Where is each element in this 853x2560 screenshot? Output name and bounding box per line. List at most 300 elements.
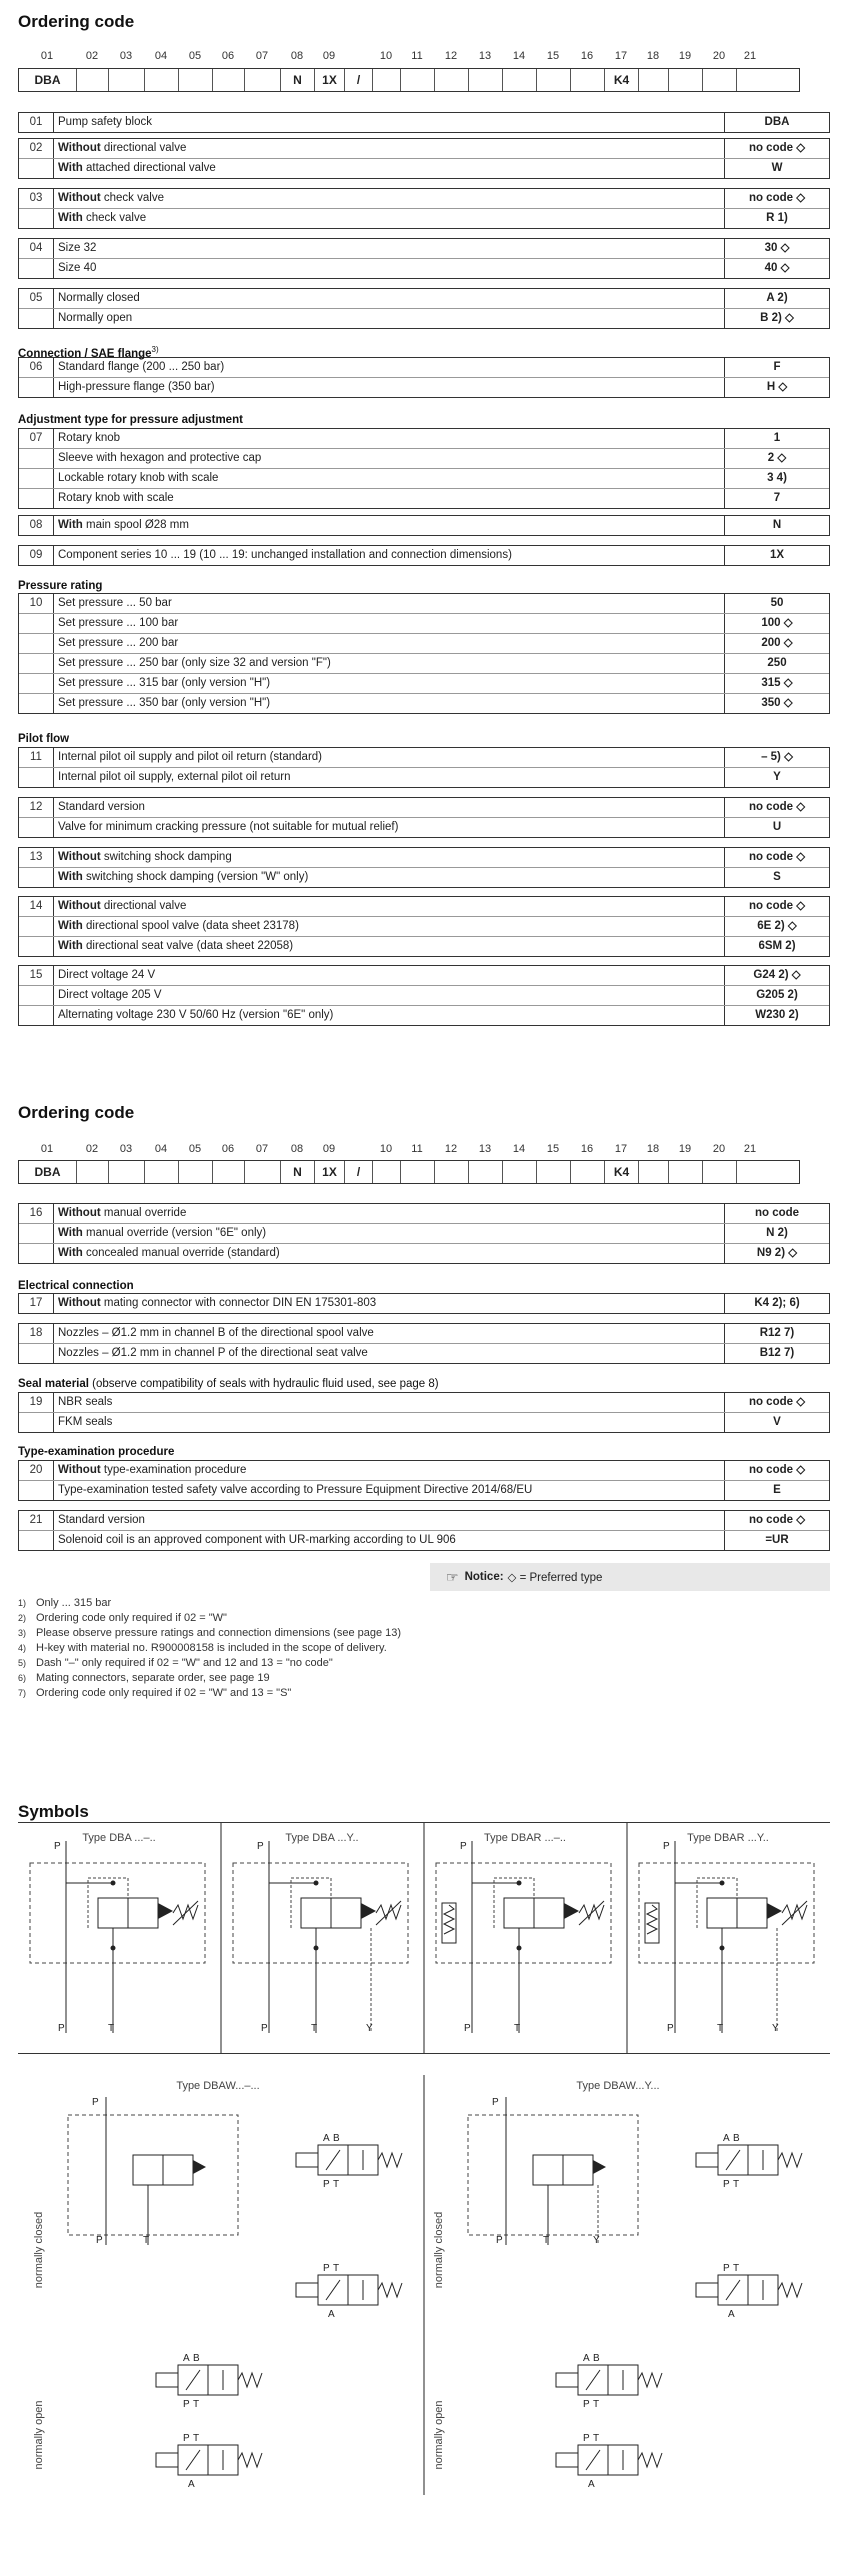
footnote-text: Ordering code only required if 02 = "W" bbox=[36, 1612, 227, 1624]
row-description bbox=[54, 937, 725, 956]
code-cell: / bbox=[345, 69, 373, 91]
position-number: 15 bbox=[546, 50, 560, 62]
position-number: 11 bbox=[411, 1143, 423, 1155]
solenoid-icon bbox=[696, 2153, 718, 2167]
row-emphasis: Without bbox=[58, 851, 101, 863]
solenoid-icon bbox=[296, 2153, 318, 2167]
row-description bbox=[54, 798, 725, 817]
option-row bbox=[19, 748, 829, 767]
option-row bbox=[19, 239, 829, 258]
row-description bbox=[54, 358, 725, 377]
row-code: V bbox=[773, 1416, 781, 1428]
position-number: 09 bbox=[322, 50, 336, 62]
port-label: B bbox=[333, 2133, 340, 2144]
code-cell bbox=[469, 1161, 503, 1183]
position-numbers bbox=[18, 50, 836, 64]
footnote-text: Ordering code only required if 02 = "W" and 13 = "S" bbox=[36, 1687, 292, 1699]
row-description bbox=[54, 469, 725, 488]
subheading-pilot bbox=[18, 733, 69, 745]
hydraulic-symbols-top bbox=[18, 1823, 830, 2053]
row-text: Solenoid coil is an approved component with UR-marking according to UL 906 bbox=[58, 1534, 456, 1546]
code-cell bbox=[469, 69, 503, 91]
row-code: W bbox=[771, 162, 783, 174]
row-number: 09 bbox=[19, 546, 54, 565]
option-row bbox=[19, 1511, 829, 1530]
option-row bbox=[19, 1480, 829, 1500]
port-label: A bbox=[723, 2133, 730, 2144]
spring-icon bbox=[238, 2453, 262, 2467]
row-number bbox=[19, 1006, 54, 1025]
option-row bbox=[19, 1412, 829, 1432]
row-description bbox=[54, 429, 725, 448]
row-number bbox=[19, 768, 54, 787]
row-number: 08 bbox=[19, 516, 54, 535]
symbol-line bbox=[586, 2450, 600, 2470]
position-number: 12 bbox=[444, 50, 458, 62]
position-number: 05 bbox=[188, 50, 202, 62]
symbol-frame bbox=[233, 1863, 408, 1963]
row-description bbox=[54, 986, 725, 1005]
option-row bbox=[19, 1005, 829, 1025]
option-row bbox=[19, 358, 829, 377]
footnote bbox=[18, 1641, 418, 1656]
code-cell: N bbox=[281, 1161, 315, 1183]
spring-icon bbox=[444, 1905, 454, 1934]
row-code: no code ◇ bbox=[748, 900, 806, 912]
option-row bbox=[19, 916, 829, 936]
symbol-line bbox=[186, 2370, 200, 2390]
option-row bbox=[19, 258, 829, 278]
footnote-key: 5) bbox=[18, 1658, 27, 1668]
option-group-g7 bbox=[18, 428, 830, 509]
code-cell bbox=[401, 1161, 435, 1183]
option-row bbox=[19, 1223, 829, 1243]
row-text: Standard version bbox=[58, 801, 145, 813]
row-text: Pump safety block bbox=[58, 116, 152, 128]
symbol-frame bbox=[639, 1863, 814, 1963]
row-text: High-pressure flange (350 bar) bbox=[58, 381, 215, 393]
footnote-key: 6) bbox=[18, 1673, 27, 1683]
footnote-text: Dash "–" only required if 02 = "W" and 12 and 13 = "no code" bbox=[36, 1657, 333, 1669]
symbol-caption-3: Type DBAR ...–.. bbox=[484, 1832, 566, 1844]
arrow-icon bbox=[361, 1903, 376, 1919]
position-number: 13 bbox=[478, 1143, 492, 1155]
row-number: 07 bbox=[19, 429, 54, 448]
row-code: U bbox=[772, 821, 782, 833]
port-label: P bbox=[667, 2023, 674, 2034]
footnote-key: 1) bbox=[18, 1598, 27, 1608]
position-number: 03 bbox=[119, 1143, 133, 1155]
port-label: T bbox=[733, 2179, 740, 2190]
spring-icon bbox=[238, 2373, 262, 2387]
row-emphasis: Without bbox=[58, 900, 101, 912]
row-number bbox=[19, 917, 54, 936]
position-number: 01 bbox=[40, 50, 54, 62]
code-cell: DBA bbox=[19, 1161, 77, 1183]
code-cell bbox=[245, 1161, 281, 1183]
footnote-key: 3) bbox=[18, 1628, 27, 1638]
notice-box bbox=[430, 1563, 830, 1591]
row-code: 350 ◇ bbox=[761, 697, 793, 709]
option-row bbox=[19, 1343, 829, 1363]
row-text: Direct voltage 24 V bbox=[58, 969, 156, 981]
symbol-frame bbox=[436, 1863, 611, 1963]
footnote-text: Only ... 315 bar bbox=[36, 1597, 112, 1609]
row-description bbox=[54, 489, 725, 508]
row-code: 2 ◇ bbox=[767, 452, 787, 464]
code-cell bbox=[503, 69, 537, 91]
row-description bbox=[54, 1204, 725, 1223]
position-number: 02 bbox=[85, 1143, 99, 1155]
option-group-h18 bbox=[18, 1323, 830, 1364]
code-cell bbox=[669, 69, 703, 91]
row-text: Set pressure ... 200 bar bbox=[58, 637, 179, 649]
row-code: W230 2) bbox=[755, 1009, 799, 1021]
row-code: F bbox=[773, 361, 781, 373]
row-code: no code bbox=[754, 1207, 800, 1219]
row-text: Valve for minimum cracking pressure (not suitable for mutual relief) bbox=[58, 821, 399, 833]
option-row bbox=[19, 1294, 829, 1313]
port-label: T bbox=[193, 2399, 200, 2410]
port-label: P bbox=[183, 2399, 190, 2410]
row-text: Standard version bbox=[58, 1514, 145, 1526]
spring-icon bbox=[638, 2453, 662, 2467]
port-label: B bbox=[193, 2353, 200, 2364]
row-description bbox=[54, 259, 725, 278]
row-description bbox=[54, 818, 725, 837]
row-description bbox=[54, 966, 725, 985]
row-emphasis: Without bbox=[58, 142, 101, 154]
option-row bbox=[19, 289, 829, 308]
port-label: A bbox=[328, 2309, 335, 2320]
symbol-caption-2: Type DBA ...Y.. bbox=[285, 1832, 359, 1844]
subheading-connection bbox=[18, 345, 159, 360]
row-text: Normally closed bbox=[58, 292, 140, 304]
position-number: 15 bbox=[546, 1143, 560, 1155]
row-description bbox=[54, 239, 725, 258]
symbol-line bbox=[579, 1901, 604, 1925]
footnote-key: 4) bbox=[18, 1643, 27, 1653]
port-label: P bbox=[54, 1841, 61, 1852]
row-description bbox=[54, 546, 725, 565]
subheading-pressure bbox=[18, 580, 102, 592]
option-row bbox=[19, 985, 829, 1005]
footnotes bbox=[18, 1596, 418, 1701]
option-group-g9 bbox=[18, 545, 830, 566]
hydraulic-symbols-bottom bbox=[18, 2075, 830, 2515]
row-description bbox=[54, 1511, 725, 1530]
row-description bbox=[54, 309, 725, 328]
row-description bbox=[54, 917, 725, 936]
position-number: 19 bbox=[678, 1143, 692, 1155]
symbol-line bbox=[173, 1901, 198, 1925]
row-number: 15 bbox=[19, 966, 54, 985]
row-text: manual override (version "6E" only) bbox=[82, 1227, 267, 1239]
code-cell: K4 bbox=[605, 1161, 639, 1183]
position-number: 14 bbox=[512, 1143, 526, 1155]
spring-icon bbox=[579, 1905, 604, 1919]
arrow-icon bbox=[193, 2160, 206, 2174]
code-cell bbox=[503, 1161, 537, 1183]
position-number: 10 bbox=[379, 50, 393, 62]
arrow-icon bbox=[593, 2160, 606, 2174]
port-label: A bbox=[188, 2479, 195, 2490]
symbol-line bbox=[326, 2280, 340, 2300]
footnote bbox=[18, 1626, 418, 1641]
hand-icon: ☞ bbox=[446, 1568, 459, 1585]
port-label: T bbox=[333, 2179, 340, 2190]
arrow-icon bbox=[158, 1903, 173, 1919]
port-label: T bbox=[733, 2263, 740, 2274]
row-number: 06 bbox=[19, 358, 54, 377]
row-number: 12 bbox=[19, 798, 54, 817]
row-number bbox=[19, 986, 54, 1005]
row-number bbox=[19, 674, 54, 693]
row-description bbox=[54, 748, 725, 767]
port-label: T bbox=[108, 2023, 115, 2034]
position-number: 14 bbox=[512, 50, 526, 62]
symbol-line bbox=[726, 2280, 740, 2300]
position-number: 13 bbox=[478, 50, 492, 62]
option-row bbox=[19, 1393, 829, 1412]
row-text: manual override bbox=[100, 1207, 187, 1219]
port-label: T bbox=[193, 2433, 200, 2444]
code-cell bbox=[703, 69, 737, 91]
port-label: P bbox=[183, 2433, 190, 2444]
row-number bbox=[19, 1344, 54, 1363]
row-code: no code ◇ bbox=[748, 1514, 806, 1526]
subheading-text: Pilot flow bbox=[18, 733, 70, 745]
row-emphasis: With bbox=[58, 212, 83, 224]
code-cell bbox=[703, 1161, 737, 1183]
row-description bbox=[54, 897, 725, 916]
footnote bbox=[18, 1686, 418, 1701]
row-text: Set pressure ... 100 bar bbox=[58, 617, 179, 629]
option-row bbox=[19, 488, 829, 508]
option-group-g15 bbox=[18, 965, 830, 1026]
position-number: 02 bbox=[85, 50, 99, 62]
row-text: directional spool valve (data sheet 23178) bbox=[82, 920, 299, 932]
row-number bbox=[19, 378, 54, 397]
port-label: P bbox=[58, 2023, 65, 2034]
position-number: 18 bbox=[646, 1143, 660, 1155]
row-number bbox=[19, 654, 54, 673]
symbols-bottom-panel bbox=[18, 2075, 830, 2515]
symbol-line bbox=[186, 2450, 200, 2470]
row-description bbox=[54, 1393, 725, 1412]
option-group-g5 bbox=[18, 288, 830, 329]
row-text: Type-examination tested safety valve according to Pressure Equipment Directive 2014/68/EU bbox=[58, 1484, 533, 1496]
option-group-g10 bbox=[18, 593, 830, 714]
row-number: 20 bbox=[19, 1461, 54, 1480]
symbol-frame bbox=[30, 1863, 205, 1963]
row-description bbox=[54, 868, 725, 887]
option-group-g6 bbox=[18, 357, 830, 398]
row-number bbox=[19, 868, 54, 887]
row-text: mating connector with connector DIN EN 175301-803 bbox=[100, 1297, 377, 1309]
port-label: T bbox=[143, 2235, 150, 2246]
label-normally-open-1: normally open bbox=[33, 2400, 45, 2470]
port-label: P bbox=[261, 2023, 268, 2034]
code-cell bbox=[213, 69, 245, 91]
row-description bbox=[54, 1413, 725, 1432]
solenoid-icon bbox=[696, 2283, 718, 2297]
code-cell bbox=[401, 69, 435, 91]
pilot-line bbox=[291, 1878, 331, 1928]
row-description bbox=[54, 139, 725, 158]
row-code: =UR bbox=[765, 1534, 789, 1546]
row-description bbox=[54, 634, 725, 653]
port-label: T bbox=[593, 2399, 600, 2410]
port-label: P bbox=[663, 1841, 670, 1852]
port-label: B bbox=[733, 2133, 740, 2144]
position-number: 16 bbox=[580, 50, 594, 62]
row-text: Standard flange (200 ... 250 bar) bbox=[58, 361, 225, 373]
spring-icon bbox=[778, 2283, 802, 2297]
option-row bbox=[19, 817, 829, 837]
row-description bbox=[54, 378, 725, 397]
option-row bbox=[19, 158, 829, 178]
arrow-icon bbox=[564, 1903, 579, 1919]
port-label: B bbox=[593, 2353, 600, 2364]
option-group-h19 bbox=[18, 1392, 830, 1433]
row-text: Lockable rotary knob with scale bbox=[58, 472, 219, 484]
code-cell bbox=[737, 1161, 765, 1183]
option-group-g13 bbox=[18, 847, 830, 888]
option-row bbox=[19, 113, 829, 132]
row-text: Sleeve with hexagon and protective cap bbox=[58, 452, 262, 464]
row-text: Rotary knob bbox=[58, 432, 121, 444]
row-code: 50 bbox=[770, 597, 784, 609]
row-number: 19 bbox=[19, 1393, 54, 1412]
option-row bbox=[19, 798, 829, 817]
subheading-text: Electrical connection bbox=[18, 1280, 134, 1292]
footnote bbox=[18, 1656, 418, 1671]
spring-icon bbox=[778, 2153, 802, 2167]
position-number: 12 bbox=[444, 1143, 458, 1155]
row-text: Set pressure ... 250 bar (only size 32 and version "F") bbox=[58, 657, 331, 669]
code-cell bbox=[537, 69, 571, 91]
row-code: 1X bbox=[769, 549, 785, 561]
row-number bbox=[19, 489, 54, 508]
option-row bbox=[19, 1204, 829, 1223]
symbols-top-panel bbox=[18, 1822, 830, 2054]
junction-dot bbox=[517, 1946, 522, 1951]
option-group-g2 bbox=[18, 138, 830, 179]
position-number: 04 bbox=[154, 1143, 168, 1155]
option-group-h16 bbox=[18, 1203, 830, 1264]
row-number bbox=[19, 1413, 54, 1432]
row-number bbox=[19, 694, 54, 713]
position-number: 10 bbox=[379, 1143, 393, 1155]
solenoid-icon bbox=[556, 2373, 578, 2387]
port-label: P bbox=[583, 2399, 590, 2410]
position-number: 20 bbox=[712, 50, 726, 62]
row-number: 14 bbox=[19, 897, 54, 916]
code-cell bbox=[77, 69, 109, 91]
row-description bbox=[54, 694, 725, 713]
option-row bbox=[19, 448, 829, 468]
row-code: 315 ◇ bbox=[761, 677, 793, 689]
row-code: K4 2); 6) bbox=[754, 1297, 800, 1309]
code-cell: / bbox=[345, 1161, 373, 1183]
option-row bbox=[19, 767, 829, 787]
port-label: T bbox=[333, 2263, 340, 2274]
row-emphasis: With bbox=[58, 519, 83, 531]
code-cell bbox=[571, 1161, 605, 1183]
subheading-text: Connection / SAE flange bbox=[18, 347, 152, 360]
port-label: P bbox=[723, 2263, 730, 2274]
row-code: A 2) bbox=[766, 292, 788, 304]
ordering-code-row bbox=[18, 68, 800, 92]
port-label: A bbox=[323, 2133, 330, 2144]
row-code: N9 2) ◇ bbox=[756, 1247, 798, 1259]
port-label: A bbox=[183, 2353, 190, 2364]
option-row bbox=[19, 653, 829, 673]
row-text: Set pressure ... 50 bar bbox=[58, 597, 172, 609]
position-number: 05 bbox=[188, 1143, 202, 1155]
subheading-typeexam bbox=[18, 1446, 174, 1458]
page-title-2: Ordering code bbox=[18, 1103, 135, 1122]
row-number bbox=[19, 469, 54, 488]
port-label: P bbox=[323, 2179, 330, 2190]
arrow-icon bbox=[767, 1903, 782, 1919]
port-label: P bbox=[496, 2235, 503, 2246]
footnote bbox=[18, 1671, 418, 1686]
row-text: attached directional valve bbox=[82, 162, 216, 174]
row-number bbox=[19, 159, 54, 178]
junction-dot bbox=[720, 1946, 725, 1951]
pilot-line bbox=[88, 1878, 128, 1928]
option-row bbox=[19, 516, 829, 535]
symbol-line bbox=[326, 2150, 340, 2170]
symbol-line bbox=[586, 2370, 600, 2390]
row-emphasis: With bbox=[58, 1227, 83, 1239]
position-number: 03 bbox=[119, 50, 133, 62]
row-text: Set pressure ... 315 bar (only version "H") bbox=[58, 677, 271, 689]
footnote-key: 2) bbox=[18, 1613, 27, 1623]
row-number bbox=[19, 1481, 54, 1500]
label-normally-closed-2: normally closed bbox=[433, 2211, 445, 2289]
footnote bbox=[18, 1596, 418, 1611]
row-text: switching shock damping (version "W" only) bbox=[82, 871, 309, 883]
position-number: 17 bbox=[614, 1143, 628, 1155]
code-cell: N bbox=[281, 69, 315, 91]
option-row bbox=[19, 633, 829, 653]
code-cell bbox=[373, 69, 401, 91]
spring-icon bbox=[782, 1905, 807, 1919]
row-text: Alternating voltage 230 V 50/60 Hz (version "6E" only) bbox=[58, 1009, 334, 1021]
row-text: Set pressure ... 350 bar (only version "H") bbox=[58, 697, 271, 709]
option-group-h20 bbox=[18, 1460, 830, 1501]
symbol-caption-4: Type DBAR ...Y.. bbox=[687, 1832, 769, 1844]
junction-dot bbox=[314, 1946, 319, 1951]
option-group-h21 bbox=[18, 1510, 830, 1551]
symbol-caption-5: Type DBAW...–... bbox=[176, 2080, 260, 2092]
row-description bbox=[54, 654, 725, 673]
code-cell bbox=[145, 69, 179, 91]
row-code: no code ◇ bbox=[748, 142, 806, 154]
port-label: T bbox=[593, 2433, 600, 2444]
row-number: 11 bbox=[19, 748, 54, 767]
row-emphasis: Without bbox=[58, 192, 101, 204]
row-code: Y bbox=[773, 771, 781, 783]
row-description bbox=[54, 1244, 725, 1263]
row-description bbox=[54, 449, 725, 468]
footnote-text: Mating connectors, separate order, see page 19 bbox=[36, 1672, 270, 1684]
row-number: 18 bbox=[19, 1324, 54, 1343]
port-label: P bbox=[323, 2263, 330, 2274]
